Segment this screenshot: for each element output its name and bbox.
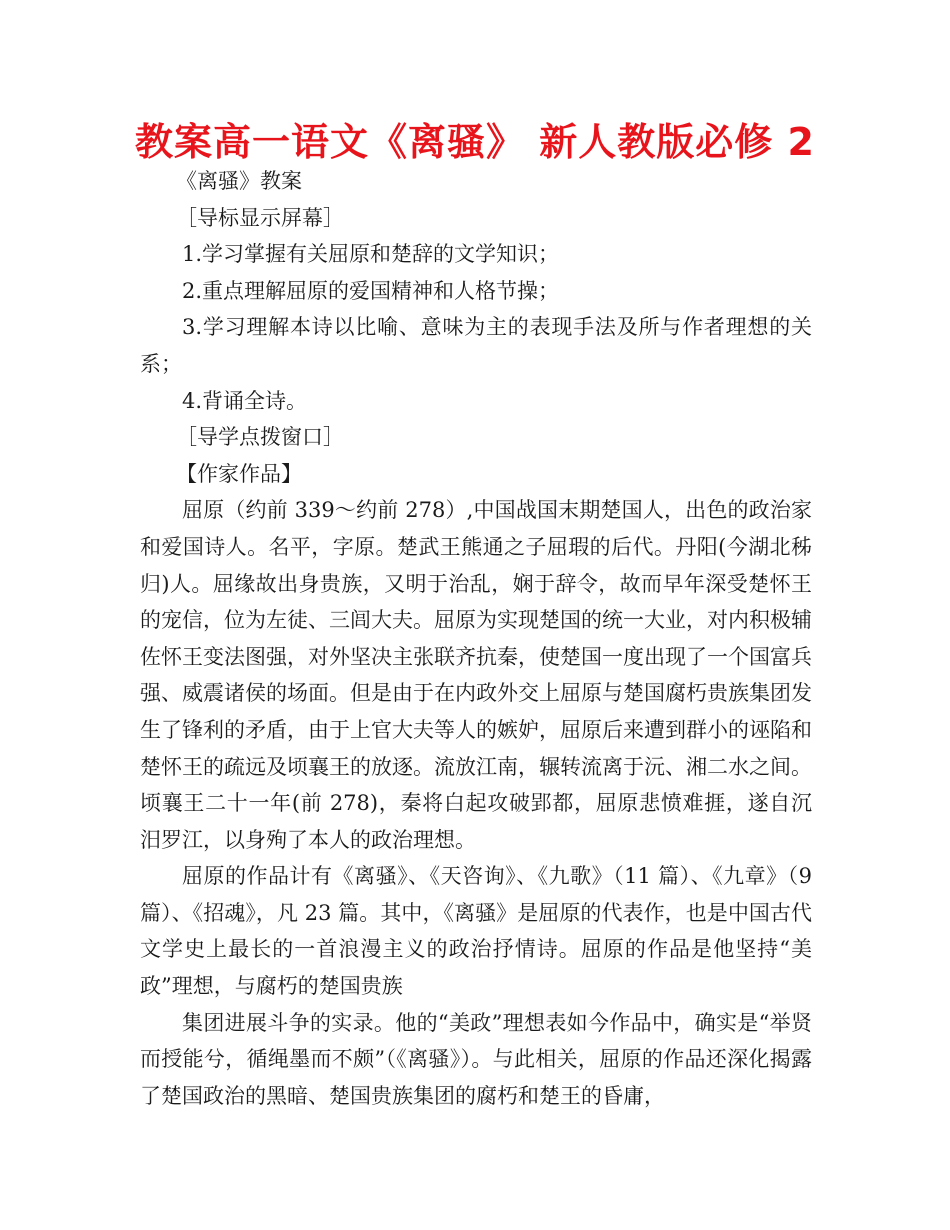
paragraph-continuation: 集团进展斗争的实录。他的“美政”理想表如今作品中，确实是“举贤而授能兮，循绳墨而不颇”（《离骚》）。与此相关，屈原的作品还深化揭露了楚国政治的黑暗、楚国贵族集团的腐朽和楚王的昏庸， bbox=[140, 1010, 812, 1108]
objective-item-1: 1.学习掌握有关屈原和楚辞的文学知识； bbox=[182, 242, 560, 267]
section-label-objectives: ［导标显示屏幕］ bbox=[176, 205, 344, 230]
objective-item-3: 3.学习理解本诗以比喻、意味为主的表现手法及所与作者理想的关系； bbox=[140, 315, 812, 376]
paragraph-biography: 屈原（约前 339～约前 278）,中国战国末期楚国人，出色的政治家和爱国诗人。名平，字原。楚武王熊通之子屈瑕的后代。丹阳(今湖北秭归)人。屈缘故出身贵族，又明于治乱，娴于辞令，故而早年深受楚怀王的宠信，位为左徒、三闾大夫。屈原为实现楚国的统一大业，对内积极辅佐怀王变法图强，对外坚决主张联齐抗秦，使楚国一度出现了一个国富兵强、威震诸侯的场面。但是由于在内政外交上屈原与楚国腐朽贵族集团发生了锋利的矛盾，由于上官大夫等人的嫉妒，屈原后来遭到群小的诬陷和楚怀王的疏远及顷襄王的放逐。流放江南，辗转流离于沅、湘二水之间。顷襄王二十一年(前 278)，秦将白起攻破郢都，屈原悲愤难捱，遂自沉汨罗江，以身殉了本人的政治理想。 bbox=[140, 498, 812, 852]
objective-item-2: 2.重点理解屈原的爱国精神和人格节操； bbox=[182, 278, 560, 303]
objective-item-4: 4.背诵全诗。 bbox=[182, 388, 308, 413]
paragraph-works: 屈原的作品计有《离骚》、《天咨询》、《九歌》（11 篇）、《九章》（9 篇）、《招魂》，凡 23 篇。其中，《离骚》是屈原的代表作，也是中国古代文学史上最长的一首浪漫主义的政治抒情诗。屈原的作品是他坚持“美政”理想，与腐朽的楚国贵族 bbox=[140, 864, 812, 999]
section-heading-author-works: 【作家作品】 bbox=[176, 461, 302, 486]
document-body bbox=[140, 163, 812, 1114]
document-title: 教案高一语文《离骚》 新人教版必修 2 bbox=[135, 120, 815, 164]
lesson-heading: 《离骚》教案 bbox=[176, 169, 302, 193]
section-label-guidance: ［导学点拨窗口］ bbox=[176, 425, 344, 450]
